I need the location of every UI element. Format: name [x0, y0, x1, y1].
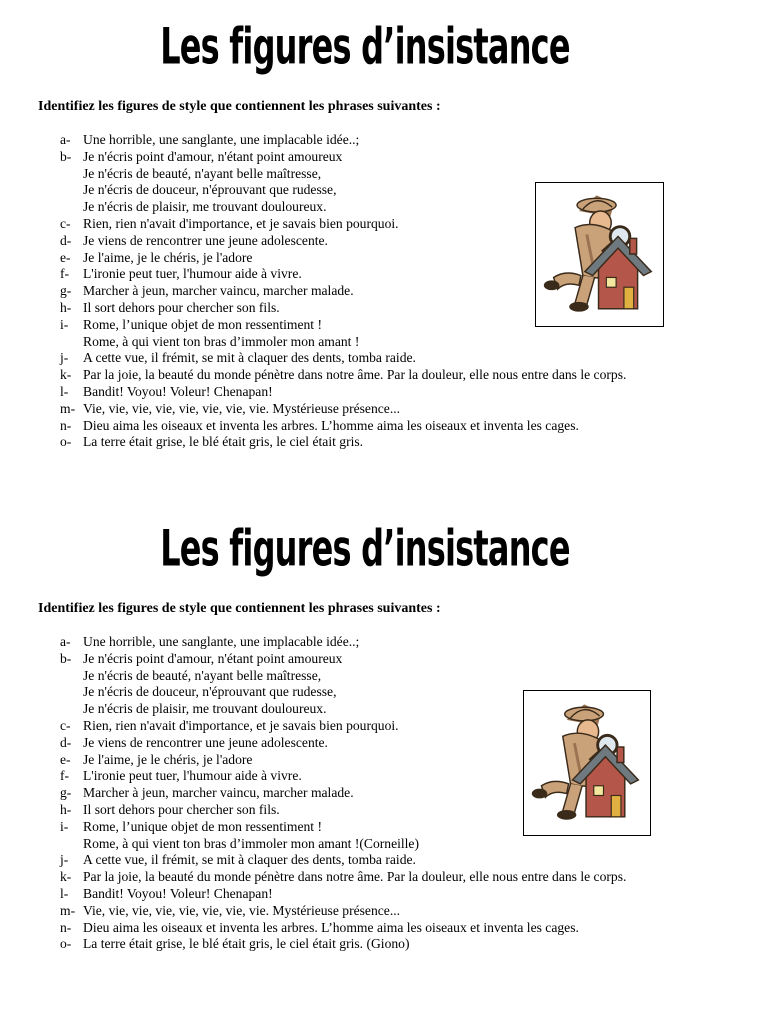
detective-illustration [523, 690, 651, 836]
item-letter: j- [60, 852, 69, 868]
item-letter: e- [60, 249, 71, 265]
sentence-row [0, 182, 626, 199]
sentence-text: Je n'écris de douceur, n'éprouvant que rudesse, [83, 684, 337, 700]
sentence-text: Marcher à jeun, marcher vaincu, marcher malade. [83, 785, 354, 801]
sentence-text: Je n'écris de douceur, n'éprouvant que rudesse, [83, 182, 337, 198]
sentence-text: Vie, vie, vie, vie, vie, vie, vie, vie. Mystérieuse présence... [83, 902, 401, 918]
list-item [0, 936, 626, 953]
sentence-text: Une horrible, une sanglante, une implacable idée..; [83, 132, 360, 147]
item-letter: k- [60, 869, 72, 885]
item-letter: b- [60, 650, 72, 666]
item-letter: n- [60, 919, 72, 935]
detective-magnifier-house-icon [524, 691, 650, 835]
sentence-text: Il sort dehors pour chercher son fils. [83, 801, 280, 817]
list-item [0, 233, 626, 250]
sentence-text: La terre était grise, le blé était gris, le ciel était gris. [83, 434, 364, 450]
sentence-text: Je n'écris point d'amour, n'étant point amoureux [83, 650, 343, 666]
item-letter: a- [60, 634, 71, 649]
sentence-text: A cette vue, il frémit, se mit à claquer des dents, tomba raide. [83, 852, 416, 868]
item-letter: h- [60, 299, 72, 315]
sentence-text: Marcher à jeun, marcher vaincu, marcher malade. [83, 283, 354, 299]
instruction: Identifiez les figures de style que contiennent les phrases suivantes : [38, 99, 441, 114]
item-letter: c- [60, 717, 71, 733]
sentence-text: Rome, à qui vient ton bras d’immoler mon amant ! [83, 333, 360, 349]
list-item [0, 350, 626, 367]
sentence-row [0, 216, 626, 233]
sentence-row [0, 668, 626, 685]
item-letter: l- [60, 885, 69, 901]
sentence-text: Je l'aime, je le chéris, je l'adore [83, 249, 253, 265]
sentence-row [0, 283, 626, 300]
list-item [0, 266, 626, 283]
sentence-row [0, 132, 626, 149]
list-item [0, 300, 626, 317]
item-letter [0, 182, 83, 199]
list-item [0, 149, 626, 216]
item-letter: i- [60, 818, 69, 834]
list-item [0, 634, 626, 651]
item-letter [0, 701, 83, 718]
sentence-text: Je viens de rencontrer une jeune adolescente. [83, 734, 328, 750]
worksheet-title: Les figures d’insistance [160, 520, 570, 578]
sentence-text: Rien, rien n'avait d'importance, et je savais bien pourquoi. [83, 717, 399, 733]
item-letter: m- [60, 902, 76, 918]
worksheet-copy-2 [0, 502, 768, 1002]
list-item [0, 317, 626, 351]
item-letter: h- [60, 801, 72, 817]
item-letter: c- [60, 215, 71, 231]
list-item [0, 250, 626, 267]
sentence-row [0, 852, 626, 869]
sentence-list [0, 132, 626, 451]
sentence-text: Je n'écris de plaisir, me trouvant douloureux. [83, 199, 327, 215]
detective-magnifier-house-icon [536, 183, 663, 326]
sentence-text: Je n'écris de plaisir, me trouvant douloureux. [83, 701, 327, 717]
sentence-row [0, 836, 626, 853]
list-item [0, 384, 626, 401]
list-item [0, 434, 626, 451]
item-letter: j- [60, 350, 69, 366]
sentence-row [0, 300, 626, 317]
item-letter [0, 836, 83, 853]
list-item [0, 367, 626, 384]
sentence-row [0, 334, 626, 351]
sentence-row [0, 869, 626, 886]
sentence-text: Par la joie, la beauté du monde pénètre dans notre âme. Par la douleur, elle nous entre dans le corps. [83, 367, 627, 383]
item-letter: o- [60, 936, 72, 952]
sentence-row [0, 166, 626, 183]
sentence-text: Je viens de rencontrer une jeune adolescente. [83, 232, 328, 248]
list-item [0, 852, 626, 869]
item-letter: f- [60, 768, 70, 784]
sentence-row [0, 920, 626, 937]
item-letter: g- [60, 283, 72, 299]
sentence-text: Je n'écris de beauté, n'ayant belle maîtresse, [83, 667, 322, 683]
item-letter [0, 166, 83, 183]
sentence-text: L'ironie peut tuer, l'humour aide à vivre. [83, 768, 302, 784]
sentence-text: Je n'écris point d'amour, n'étant point amoureux [83, 148, 343, 164]
item-letter: n- [60, 417, 72, 433]
item-letter: k- [60, 367, 72, 383]
worksheet-title: Les figures d’insistance [160, 18, 570, 76]
sentence-text: Il sort dehors pour chercher son fils. [83, 299, 280, 315]
list-item [0, 132, 626, 149]
sentence-row [0, 350, 626, 367]
sentence-text: A cette vue, il frémit, se mit à claquer des dents, tomba raide. [83, 350, 416, 366]
sentence-row [0, 149, 626, 166]
sentence-text: Bandit! Voyou! Voleur! Chenapan! [83, 383, 273, 399]
sentence-row [0, 266, 626, 283]
sentence-text: L'ironie peut tuer, l'humour aide à vivre. [83, 266, 302, 282]
worksheet-copy-1 [0, 0, 768, 500]
sentence-row [0, 317, 626, 334]
sentence-text: Rome, à qui vient ton bras d’immoler mon amant !(Corneille) [83, 835, 419, 851]
item-letter [0, 334, 83, 351]
list-item [0, 418, 626, 435]
sentence-row [0, 250, 626, 267]
sentence-row [0, 384, 626, 401]
sentence-row [0, 199, 626, 216]
sentence-text: Je n'écris de beauté, n'ayant belle maîtresse, [83, 165, 322, 181]
list-item [0, 283, 626, 300]
sentence-row [0, 434, 626, 451]
sentence-row [0, 418, 626, 435]
sentence-text: Rien, rien n'avait d'importance, et je savais bien pourquoi. [83, 215, 399, 231]
list-item [0, 216, 626, 233]
list-item [0, 903, 626, 920]
item-letter [0, 684, 83, 701]
item-letter: b- [60, 148, 72, 164]
sentence-row [0, 233, 626, 250]
sentence-text: Rome, l’unique objet de mon ressentiment ! [83, 316, 322, 332]
item-letter [0, 668, 83, 685]
item-letter: a- [60, 132, 71, 147]
item-letter: d- [60, 232, 72, 248]
sentence-text: Rome, l’unique objet de mon ressentiment ! [83, 818, 322, 834]
sentence-text: La terre était grise, le blé était gris, le ciel était gris. (Giono) [83, 936, 410, 952]
item-letter: l- [60, 383, 69, 399]
list-item [0, 886, 626, 903]
list-item [0, 920, 626, 937]
sentence-row [0, 903, 626, 920]
list-item [0, 869, 626, 886]
item-letter: e- [60, 751, 71, 767]
sentence-row [0, 634, 626, 651]
sentence-text: Dieu aima les oiseaux et inventa les arbres. L’homme aima les oiseaux et inventa les cages. [83, 417, 579, 433]
item-letter: m- [60, 400, 76, 416]
item-letter: f- [60, 266, 70, 282]
sentence-row [0, 651, 626, 668]
sentence-text: Par la joie, la beauté du monde pénètre dans notre âme. Par la douleur, elle nous entre dans le corps. [83, 869, 627, 885]
sentence-text: Je l'aime, je le chéris, je l'adore [83, 751, 253, 767]
item-letter: d- [60, 734, 72, 750]
sentence-row [0, 886, 626, 903]
sentence-text: Une horrible, une sanglante, une implacable idée..; [83, 634, 360, 649]
sentence-row [0, 401, 626, 418]
item-letter [0, 199, 83, 216]
sentence-row [0, 936, 626, 953]
sentence-row [0, 367, 626, 384]
list-item [0, 401, 626, 418]
detective-illustration [535, 182, 664, 327]
sentence-text: Dieu aima les oiseaux et inventa les arbres. L’homme aima les oiseaux et inventa les cages. [83, 919, 579, 935]
instruction: Identifiez les figures de style que contiennent les phrases suivantes : [38, 601, 441, 616]
item-letter: o- [60, 434, 72, 450]
item-letter: i- [60, 316, 69, 332]
sentence-text: Vie, vie, vie, vie, vie, vie, vie, vie. Mystérieuse présence... [83, 400, 401, 416]
item-letter: g- [60, 785, 72, 801]
sentence-text: Bandit! Voyou! Voleur! Chenapan! [83, 885, 273, 901]
